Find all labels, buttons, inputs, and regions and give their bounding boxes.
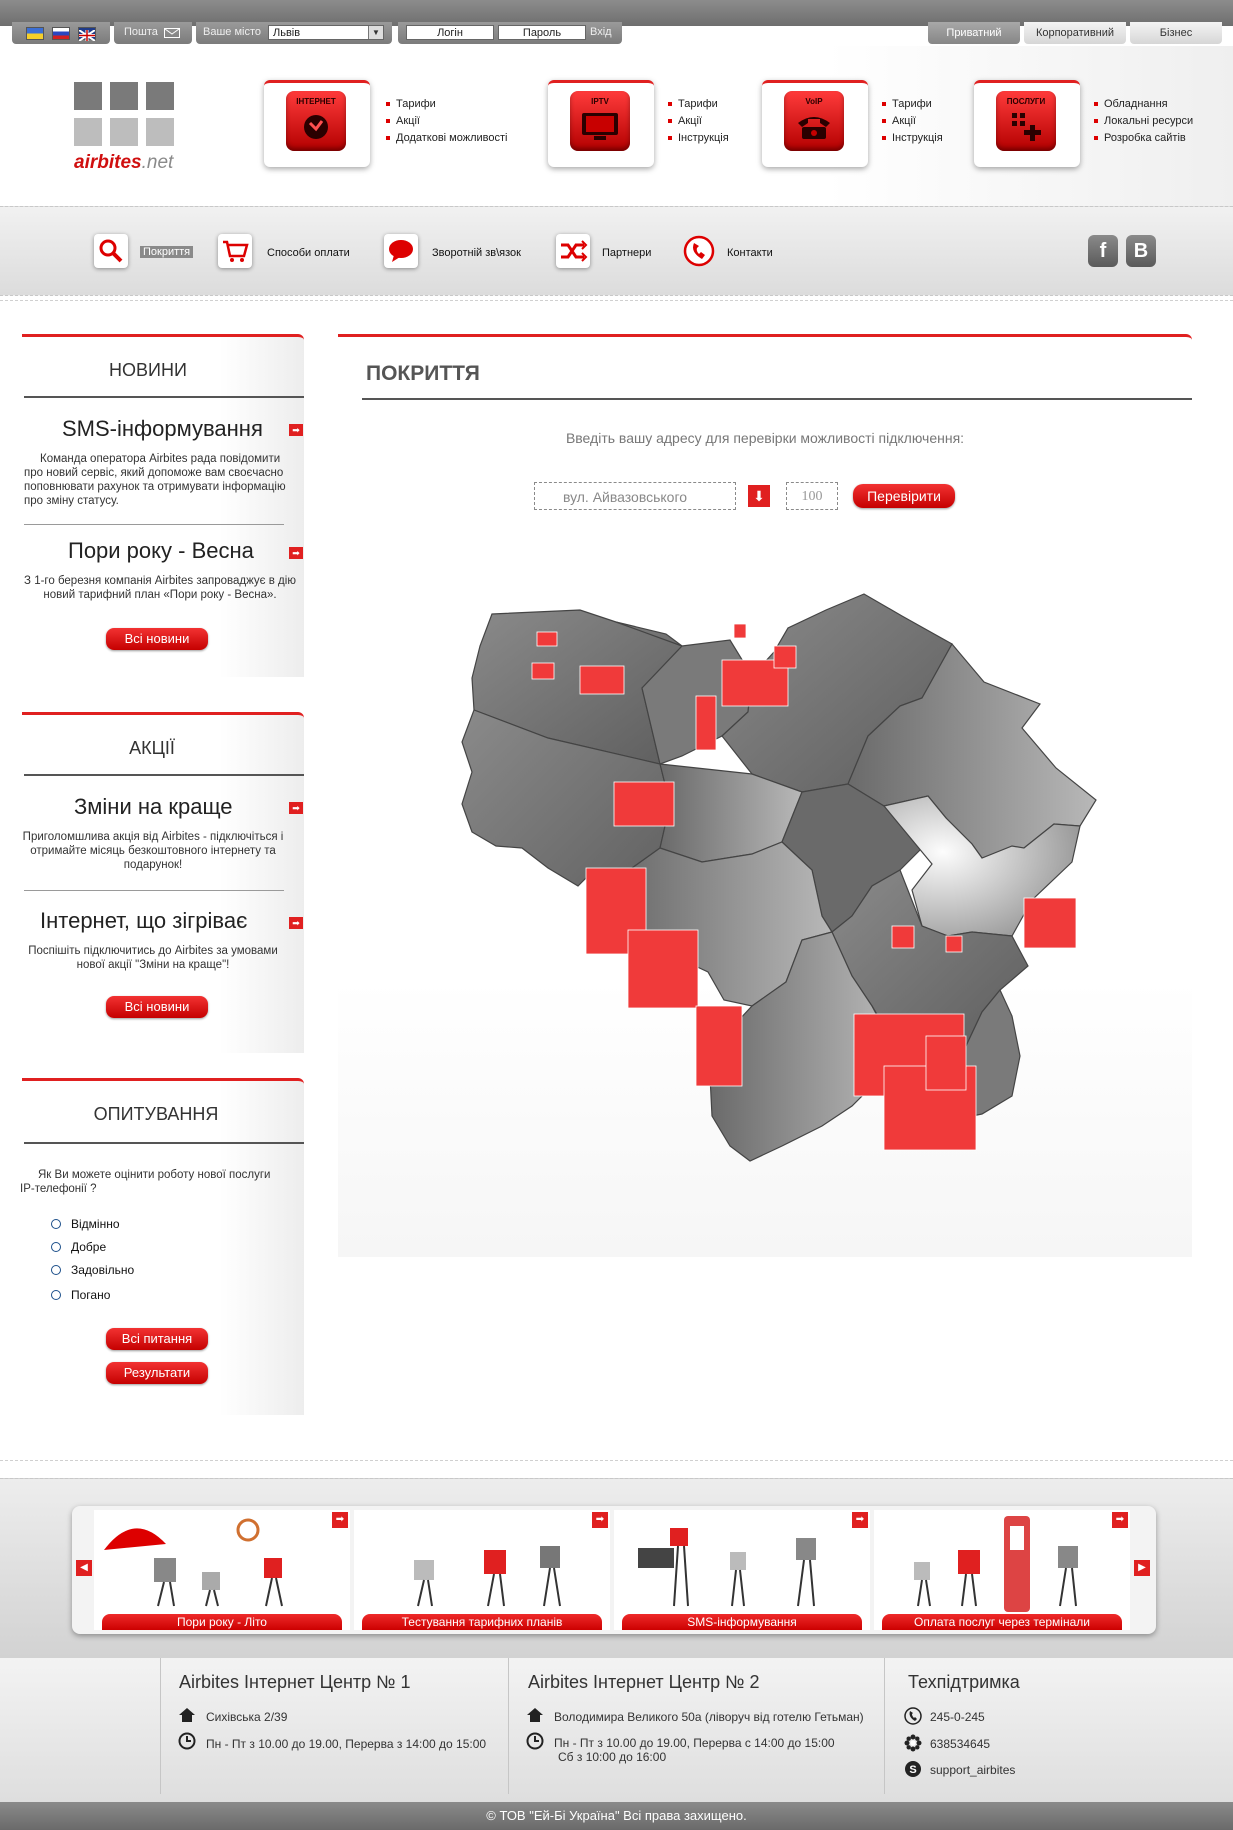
coverage-area [628,930,698,1008]
promo-headline[interactable]: Інтернет, що зігріває [40,908,248,933]
coverage-area [926,1036,966,1090]
footer-center-2-title: Airbites Інтернет Центр № 2 [528,1672,760,1692]
street-input[interactable] [534,482,736,510]
divider [24,1142,304,1144]
logo-square [74,82,102,110]
link-promos[interactable]: Акції [386,113,507,130]
divider [0,300,1233,302]
carousel-slide[interactable] [874,1510,1130,1630]
coverage-area [696,696,716,750]
arrow-right-icon[interactable]: ➡ [289,424,303,436]
house-placeholder: 100 [801,489,823,504]
service-iptv-links [668,96,729,147]
vkontakte-icon[interactable]: B [1126,235,1156,267]
slide-illustration-icon [94,1510,350,1614]
coverage-map[interactable] [452,586,1102,1166]
coverage-area [734,624,746,638]
footer-address: Сихівська 2/39 [206,1710,288,1724]
chat-bubble-icon[interactable] [384,234,418,268]
poll-option-radio[interactable] [51,1290,61,1300]
coverage-area [614,782,674,826]
chevron-right-icon[interactable]: ▶ [1134,1560,1150,1576]
link-equipment[interactable]: Обладнання [1094,96,1193,113]
promo-text: Поспішіть підключитись до Airbites за умовами нової акції "Зміни на краще"! [28,945,278,971]
logo[interactable] [74,82,174,152]
flag-uk-icon[interactable] [78,27,96,40]
all-promos-button[interactable]: Всі новини [106,996,208,1018]
link-tariffs[interactable]: Тарифи [386,96,507,113]
service-title: ПОСЛУГИ [1006,97,1046,106]
carousel-slide[interactable] [614,1510,870,1630]
phone-circle-icon[interactable] [682,234,716,268]
check-button[interactable]: Перевірити [853,484,955,508]
page-title: ПОКРИТТЯ [366,362,480,385]
arrow-right-icon[interactable]: ➡ [332,1512,348,1528]
arrow-right-icon[interactable]: ➡ [289,547,303,559]
slide-caption[interactable]: Оплата послуг через термінали [882,1614,1122,1630]
login-field[interactable] [406,25,494,40]
link-extra[interactable]: Додаткові можливості [386,130,507,147]
coverage-area [580,666,624,694]
arrow-right-icon[interactable]: ➡ [289,802,303,814]
nav-item-contacts[interactable]: Контакти [727,247,773,259]
promos-title: АКЦІЇ [129,738,175,758]
internet-icon [286,91,346,151]
poll-option-radio[interactable] [51,1242,61,1252]
slide-illustration-icon [874,1510,1130,1614]
link-instruction[interactable]: Інструкція [668,130,729,147]
enter-button[interactable]: Вхід [590,26,612,38]
news-text: Команда оператора Airbites рада повідомити про новий сервіс, який допоможе вам своєчасно поповнювати рахунок та отримувати інформацію про зміну статусу. [24,453,286,507]
poll-option-label[interactable]: Відмінно [71,1217,120,1231]
promo-text: Приголомшлива акція від Airbites - підключіться і отримайте місяць безкоштовного інтернету та подарунок! [22,831,284,871]
segment-business[interactable]: Бізнес [1130,22,1222,44]
nav-item-coverage[interactable]: Покриття [140,246,193,258]
service-voip-links [882,96,943,147]
all-questions-button[interactable]: Всі питання [106,1328,208,1350]
divider [884,1658,885,1794]
logo-brand: airbites [74,152,142,173]
support-skype[interactable]: support_airbites [930,1763,1016,1777]
link-instruction[interactable]: Інструкція [882,130,943,147]
coverage-area [774,646,796,668]
slide-illustration-icon [614,1510,870,1614]
poll-option-label[interactable]: Добре [71,1240,107,1254]
service-internet[interactable] [264,80,370,167]
poll-question: Як Ви можете оцінити роботу нової послуги IP-телефонії ? [20,1169,271,1195]
results-button[interactable]: Результати [106,1362,208,1384]
divider [24,774,304,776]
plus-grid-icon [996,91,1056,151]
home-icon [178,1706,196,1724]
all-news-button[interactable]: Всі новини [106,628,208,650]
segment-corporate[interactable]: Корпоративний [1024,22,1126,44]
divider [24,524,284,525]
flag-ua-icon[interactable] [26,27,44,40]
service-extra-links [1094,96,1193,147]
login-placeholder: Логін [437,27,463,39]
service-title: ІНТЕРНЕТ [296,97,336,106]
arrow-right-icon[interactable]: ➡ [852,1512,868,1528]
divider [160,1658,161,1794]
logo-square [74,118,102,146]
mail-label[interactable]: Пошта [124,26,158,38]
footer-hours: Пн - Пт з 10.00 до 19.00, Перерва з 14:00 до 15:00 [206,1737,487,1751]
divider [508,1658,509,1794]
nav-item-partners[interactable]: Партнери [602,247,652,259]
poll-option-label[interactable]: Погано [71,1288,111,1302]
clock-icon [178,1732,196,1750]
support-title: Техпідтримка [908,1672,1020,1692]
arrow-down-icon[interactable]: ⬇ [748,485,770,507]
segment-private[interactable]: Приватний [928,22,1020,44]
support-phone[interactable]: 245-0-245 [930,1710,985,1724]
divider [24,396,304,398]
phone-icon [784,91,844,151]
coverage-area [892,926,914,948]
search-icon[interactable] [94,234,128,268]
shuffle-icon[interactable] [556,234,590,268]
support-icq[interactable]: 638534645 [930,1737,991,1751]
city-select[interactable] [268,25,384,40]
copyright: © ТОВ "Ей-Бі Україна" Всі права захищено. [0,1802,1233,1830]
divider [362,398,1192,400]
tv-icon [570,91,630,151]
news-headline[interactable]: Пори року - Весна [68,538,254,563]
service-extra[interactable] [974,80,1080,167]
service-internet-links [386,96,507,147]
footer-address: Володимира Великого 50а (ліворуч від готелю Гетьман) [554,1710,864,1724]
coverage-area [696,1006,742,1086]
logo-square [110,118,138,146]
coverage-prompt: Введіть вашу адресу для перевірки можливості підключення: [565,430,965,446]
home-icon [526,1706,544,1724]
divider [0,1460,1233,1462]
city-label: Ваше місто [203,26,261,38]
coverage-area [537,632,557,646]
service-voip[interactable] [762,80,868,167]
arrow-right-icon[interactable]: ➡ [1112,1512,1128,1528]
flag-ru-icon[interactable] [52,27,70,40]
skype-icon [904,1760,922,1778]
logo-square [146,118,174,146]
poll-option-radio[interactable] [51,1265,61,1275]
icq-flower-icon [904,1734,922,1752]
news-text: З 1-го березня компанія Airbites запроваджує в дію новий тарифний план «Пори року - Весна». [24,575,296,601]
poll-title: ОПИТУВАННЯ [93,1104,219,1124]
service-title: IPTV [591,97,609,106]
cart-icon[interactable] [218,234,252,268]
footer-center-1-title: Airbites Інтернет Центр № 1 [179,1672,411,1692]
slide-caption[interactable]: SMS-інформування [622,1614,862,1630]
svg-text:S: S [909,1764,917,1776]
coverage-area [946,936,962,952]
news-title: НОВИНИ [109,360,187,380]
password-placeholder: Пароль [522,27,562,39]
clock-icon [526,1732,544,1750]
logo-tld: .net [141,152,174,173]
street-placeholder: вул. Айвазовського [562,489,688,505]
house-number-input[interactable] [786,482,838,510]
footer-hours: Пн - Пт з 10.00 до 19.00, Перерва с 14:00 до 15:00 [554,1736,835,1750]
logo-text [74,152,173,174]
arrow-right-icon[interactable]: ➡ [289,917,303,929]
poll-option-radio[interactable] [51,1219,61,1229]
carousel-slide[interactable] [354,1510,610,1630]
promo-headline[interactable]: Зміни на краще [74,794,233,819]
link-promos[interactable]: Акції [882,113,943,130]
footer-hours-saturday: Сб з 10:00 до 16:00 [558,1750,667,1764]
password-field[interactable] [498,25,586,40]
link-promos[interactable]: Акції [668,113,729,130]
slide-caption[interactable]: Пори року - Літо [102,1614,342,1630]
nav-item-payment[interactable]: Способи оплати [267,247,350,259]
link-tariffs[interactable]: Тарифи [668,96,729,113]
slide-illustration-icon [354,1510,610,1614]
link-tariffs[interactable]: Тарифи [882,96,943,113]
slide-caption[interactable]: Тестування тарифних планів [362,1614,602,1630]
mail-icon[interactable] [164,28,180,38]
chevron-down-icon[interactable]: ▼ [368,26,383,39]
service-iptv[interactable] [548,80,654,167]
logo-square [146,82,174,110]
carousel-slide[interactable] [94,1510,350,1630]
chevron-left-icon[interactable]: ◀ [76,1560,92,1576]
link-web-dev[interactable]: Розробка сайтів [1094,130,1193,147]
service-title: VoIP [805,97,823,106]
logo-square [110,82,138,110]
city-value: Львів [273,27,301,39]
divider [24,890,284,891]
link-local-resources[interactable]: Локальні ресурси [1094,113,1193,130]
nav-item-feedback[interactable]: Зворотній зв\язок [432,247,521,259]
coverage-area [532,663,554,679]
arrow-right-icon[interactable]: ➡ [592,1512,608,1528]
facebook-icon[interactable]: f [1088,235,1118,267]
news-headline[interactable]: SMS-інформування [62,416,263,441]
poll-option-label[interactable]: Задовільно [71,1263,135,1277]
coverage-area [1024,898,1076,948]
phone-icon [904,1707,922,1725]
